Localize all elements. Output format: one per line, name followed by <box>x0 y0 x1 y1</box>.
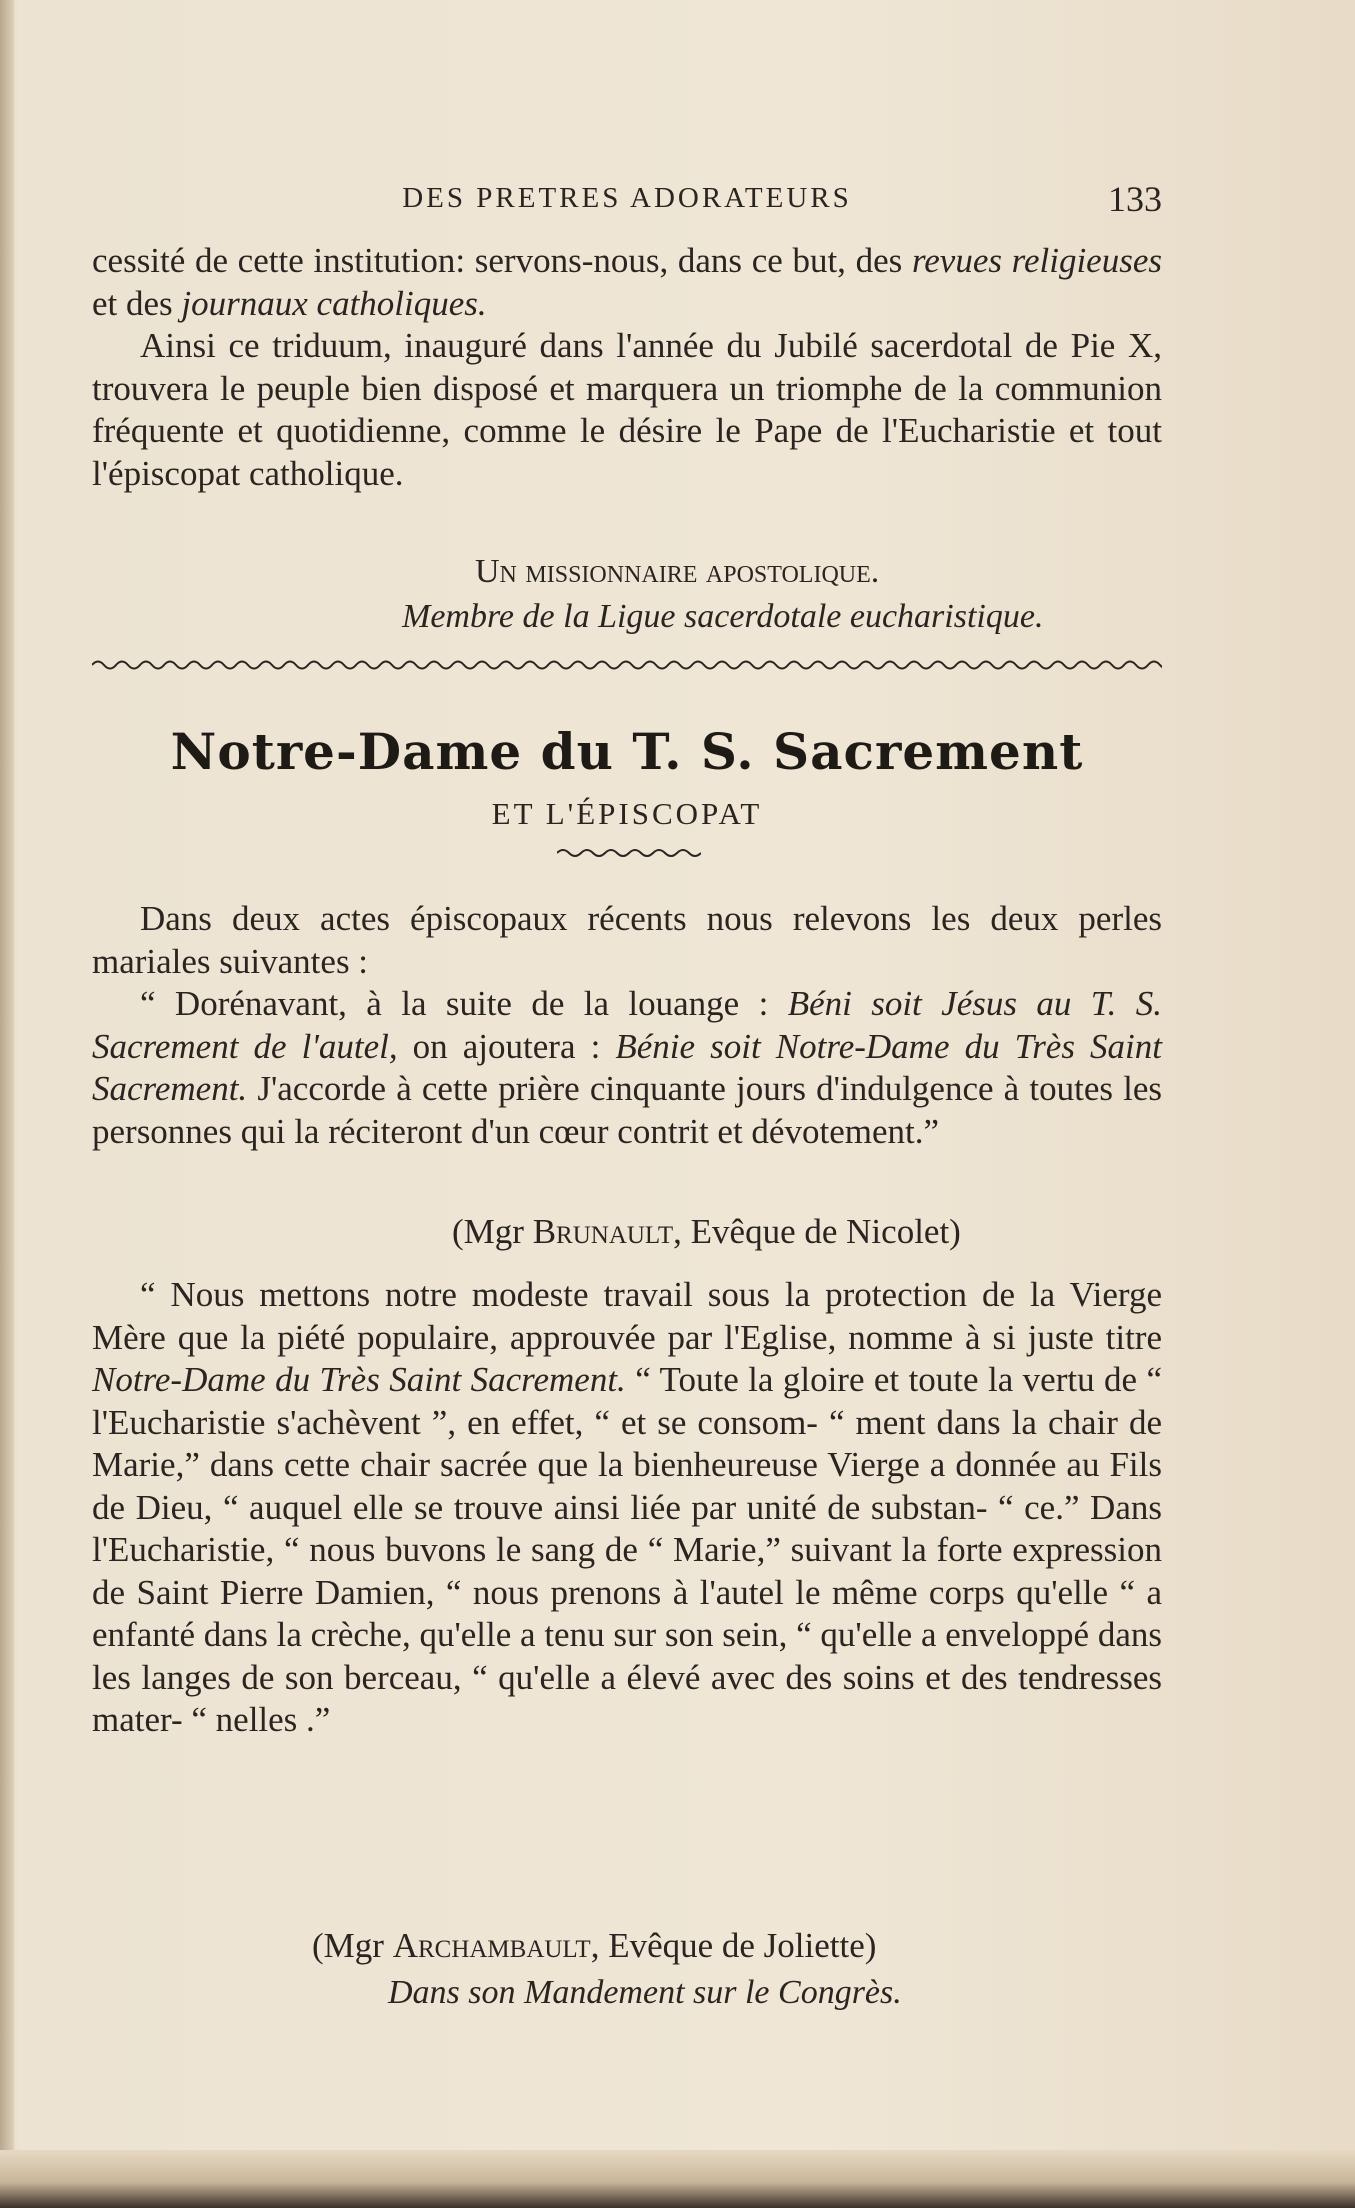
paragraph-triduum: Ainsi ce triduum, inauguré dans l'année du Jubilé sacerdotal de Pie X, trouvera le peuple bien disposé et marquera un triomphe de la communion fréquente et quotidienne, comme le désire le Pape de l'Eucharistie et tout l'épiscopat catholique. <box>92 326 1162 493</box>
article-body-intro <box>92 898 1162 1153</box>
attribution-source: Dans son Mandement sur le Congrès. <box>388 1974 902 2011</box>
running-head: DES PRETRES ADORATEURS <box>402 182 852 214</box>
attribution-joliette: (Mgr Archambault, Evêque de Joliette) <box>312 1926 877 1965</box>
article-title: Notre-Dame du T. S. Sacrement <box>170 722 1084 781</box>
page-number: 133 <box>1108 179 1162 219</box>
article-body-joliette <box>92 1274 1162 1742</box>
paragraph-continued: cessité de cette institution: servons-nous, dans ce but, des revues religieuses et des journaux catholiques. <box>92 241 1162 323</box>
quote-joliette: “ Nous mettons notre modeste travail sous la protection de la Vierge Mère que la piété populaire, approuvée par l'Eglise, nomme à si juste titre Notre-Dame du Très Saint Sacrement. “ Toute la gloire et toute la vertu de “ l'Eucharistie s'achèvent ”, en effet, “ et se consom- “ ment dans la chair de Marie,” dans cette chair sacrée que la bienheureuse Vierge a donnée au Fils de Dieu, “ auquel elle se trouve ainsi liée par unité de substan- “ ce.” Dans l'Eucharistie, “ nous buvons le sang de “ Marie,” suivant la forte expression de Saint Pierre Damien, “ nous prenons à l'autel le même corps qu'elle “ a enfanté dans la crèche, qu'elle a tenu sur son sein, “ qu'elle a enveloppé dans les langes de son berceau, “ qu'elle a élevé avec des soins et des tendresses mater- “ nelles .” <box>92 1275 1162 1739</box>
article-subtitle: ET L'ÉPISCOPAT <box>491 796 763 831</box>
wavy-divider <box>92 656 1162 674</box>
small-wavy-divider <box>557 846 701 860</box>
page-header <box>92 178 1162 228</box>
paragraph-intro: Dans deux actes épiscopaux récents nous relevons les deux perles mariales suivantes : <box>92 899 1162 981</box>
signature-role: Membre de la Ligue sacerdotale eucharistique. <box>402 598 1044 635</box>
quote-nicolet: “ Dorénavant, à la suite de la louange : Béni soit Jésus au T. S. Sacrement de l'autel, on ajoutera : Bénie soit Notre-Dame du Très Saint Sacrement. J'accorde à cette prière cinquante jours d'indulgence à toutes les personnes qui la réciteront d'un cœur contrit et dévotement.” <box>92 984 1163 1151</box>
signature: Un missionnaire apostolique. <box>475 553 880 590</box>
page-spine-shadow <box>0 0 14 2208</box>
article-continuation <box>92 240 1162 495</box>
page-bottom-edge <box>0 2150 1355 2208</box>
attribution-nicolet: (Mgr Brunault, Evêque de Nicolet) <box>452 1212 961 1251</box>
